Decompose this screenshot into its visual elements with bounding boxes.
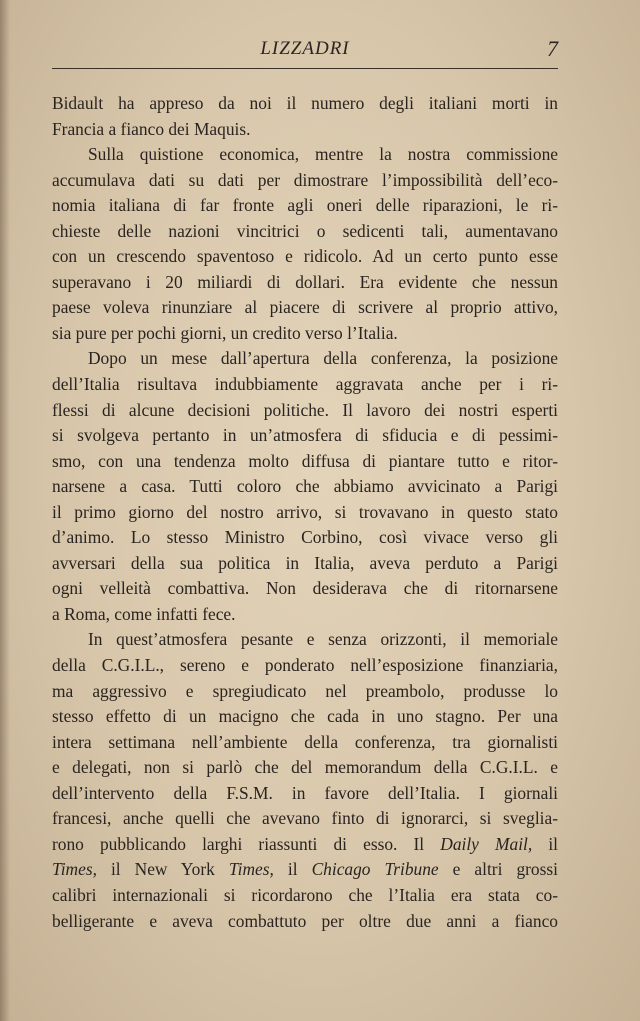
text-line: flessi di alcune decisioni politiche. Il lavoro dei nostri esperti xyxy=(52,399,558,420)
text-line: belligerante e aveva combattuto per oltre due anni a fianco xyxy=(52,910,558,931)
text-line: rono pubblicando larghi riassunti di esso. Il Daily Mail, il xyxy=(52,833,558,854)
text-line: intera settimana nell’ambiente della conferenza, tra giornalisti xyxy=(52,731,558,752)
text-line: d’animo. Lo stesso Ministro Corbino, così vivace verso gli xyxy=(52,527,558,548)
header-rule xyxy=(52,68,558,69)
text-line: della C.G.I.L., sereno e ponderato nell’esposizione finanziaria, xyxy=(52,655,558,676)
page-number: 7 xyxy=(547,36,558,61)
text-line: chieste delle nazioni vincitrici o sedicenti tali, aumentavano xyxy=(52,220,558,241)
text-line: ma aggressivo e spregiudicato nel preambolo, produsse lo xyxy=(52,680,558,701)
text-line: accumulava dati su dati per dimostrare l’impossibilità dell’eco- xyxy=(52,169,558,190)
text-line: ogni velleità combattiva. Non desiderava che di ritornarsene xyxy=(52,578,558,599)
text-line: calibri internazionali si ricordarono che l’Italia era stata co- xyxy=(52,884,558,905)
text-line: nomia italiana di far fronte agli oneri delle riparazioni, le ri- xyxy=(52,195,558,216)
text-line: Dopo un mese dall’apertura della conferenza, la posizione xyxy=(88,348,558,369)
text-line: Times, il New York Times, il Chicago Tribune e altri grossi xyxy=(52,859,558,880)
text-line: Sulla quistione economica, mentre la nostra commissione xyxy=(88,144,558,165)
text-line: a Roma, come infatti fece. xyxy=(52,603,236,624)
running-title: LIZZADRI xyxy=(260,38,350,59)
text-line: superavano i 20 miliardi di dollari. Era evidente che nessun xyxy=(52,271,558,292)
text-line: narsene a casa. Tutti coloro che abbiamo avvicinato a Parigi xyxy=(52,476,558,497)
text-line: sia pure per pochi giorni, un credito verso l’Italia. xyxy=(52,322,398,343)
text-line: smo, con una tendenza molto diffusa di piantare tutto e ritor- xyxy=(52,450,558,471)
text-line: francesi, anche quelli che avevano finto di ignorarci, si sveglia- xyxy=(52,808,558,829)
text-line: Francia a fianco dei Maquis. xyxy=(52,118,251,139)
running-head xyxy=(52,38,558,66)
text-line: avversari della sua politica in Italia, aveva perduto a Parigi xyxy=(52,552,558,573)
text-line: e delegati, non si parlò che del memorandum della C.G.I.L. e xyxy=(52,757,558,778)
body-text xyxy=(52,91,558,934)
binding-shadow xyxy=(0,0,10,1021)
text-line: Bidault ha appreso da noi il numero degli italiani morti in xyxy=(52,93,558,113)
text-line: stesso effetto di un macigno che cada in uno stagno. Per una xyxy=(52,706,558,727)
text-line: dell’Italia risultava indubbiamente aggravata anche per i ri- xyxy=(52,374,558,395)
text-line: paese voleva rinunziare al piacere di scrivere al proprio attivo, xyxy=(52,297,558,318)
text-line: con un crescendo spaventoso e ridicolo. Ad un certo punto esse xyxy=(52,246,558,267)
text-line: dell’intervento della F.S.M. in favore dell’Italia. I giornali xyxy=(52,782,558,803)
text-line: si svolgeva pertanto in un’atmosfera di sfiducia e di pessimi- xyxy=(52,425,558,446)
text-line: il primo giorno del nostro arrivo, si trovavano in questo stato xyxy=(52,501,558,522)
text-line: In quest’atmosfera pesante e senza orizzonti, il memoriale xyxy=(88,629,558,650)
